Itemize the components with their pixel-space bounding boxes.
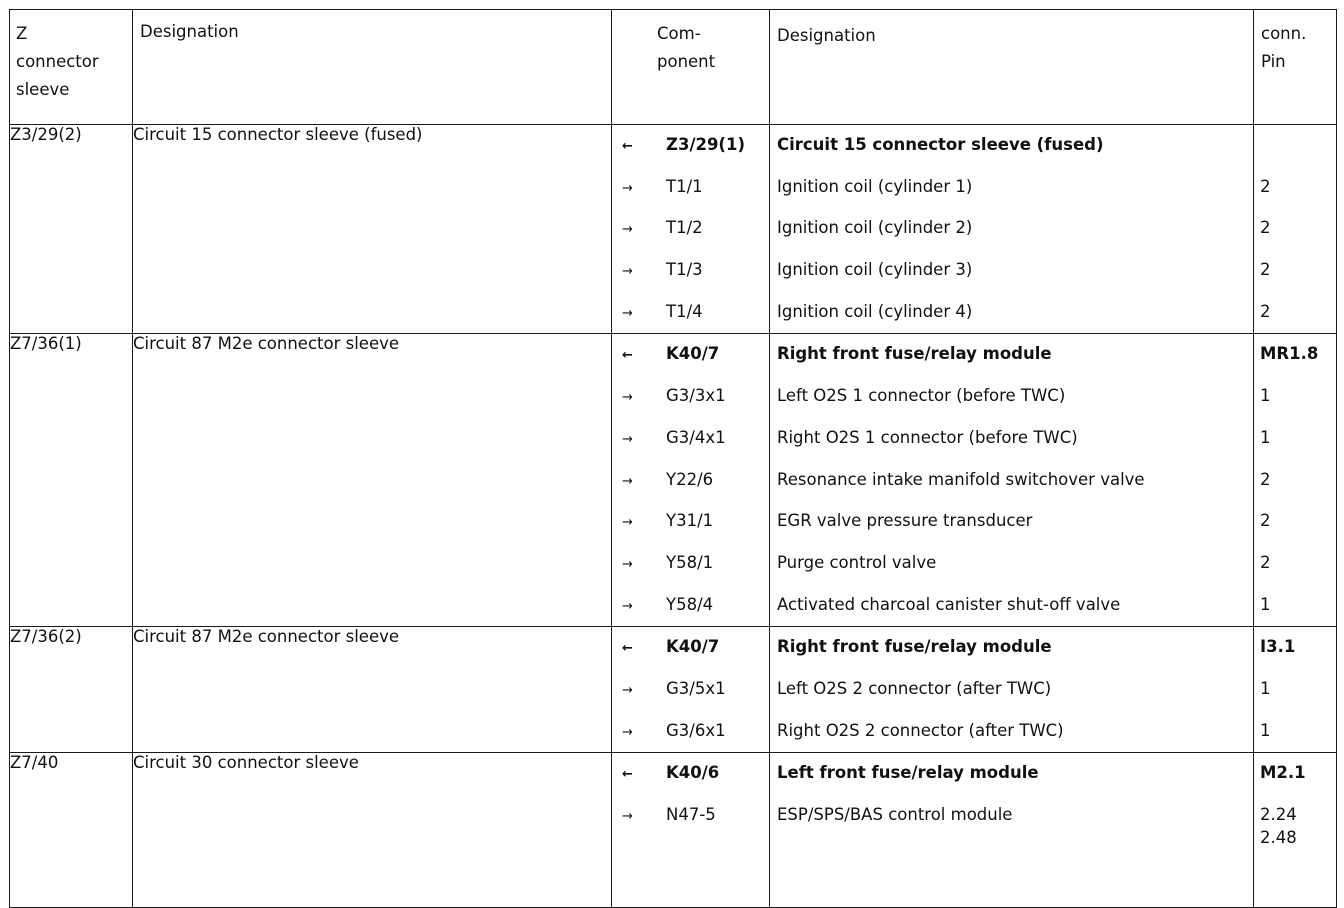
component-entry xyxy=(612,795,769,837)
conn-pin-cell xyxy=(1254,627,1337,753)
arrow-left-icon: ← xyxy=(622,139,633,154)
component-code: K40/6 xyxy=(666,763,720,783)
component-designation-cell xyxy=(770,125,1254,334)
conn-pin-cell xyxy=(1254,334,1337,627)
arrow-left-icon: ← xyxy=(622,348,633,364)
header-designation-label: Designation xyxy=(140,22,239,41)
header-designation xyxy=(133,10,612,125)
component-code: G3/5x1 xyxy=(666,678,726,698)
component-cell xyxy=(612,334,770,627)
header-pin-line2: Pin xyxy=(1261,52,1286,71)
arrow-right-icon: → xyxy=(622,431,633,447)
header-designation-2 xyxy=(770,10,1254,125)
header-conn-pin xyxy=(1254,10,1337,125)
arrow-right-icon: → xyxy=(622,598,633,614)
component-entry xyxy=(612,376,769,418)
pin-value: 2 xyxy=(1260,511,1271,531)
component-code: G3/6x1 xyxy=(666,720,726,740)
arrow-left-icon: ← xyxy=(622,767,633,783)
arrow-right-icon: → xyxy=(622,473,633,489)
designation-cell: Circuit 30 connector sleeve xyxy=(133,753,612,907)
component-designation: Left O2S 1 connector (before TWC) xyxy=(777,386,1066,406)
header-row xyxy=(10,10,1337,125)
pin-value: I3.1 xyxy=(1260,637,1296,657)
component-entry xyxy=(612,669,769,711)
component-designation: Right O2S 1 connector (before TWC) xyxy=(777,427,1078,447)
component-entry xyxy=(612,418,769,460)
designation-cell: Circuit 15 connector sleeve (fused) xyxy=(133,125,612,334)
pin-value: 2 xyxy=(1260,218,1271,238)
pin-value: 1 xyxy=(1260,720,1271,740)
arrow-right-icon: → xyxy=(622,222,633,238)
pin-value: 2 xyxy=(1260,552,1271,572)
component-entry xyxy=(612,711,769,753)
component-designation-cell xyxy=(770,334,1254,627)
component-designation: ESP/SPS/BAS control module xyxy=(777,805,1013,824)
header-z-connector-sleeve xyxy=(10,10,133,125)
component-code: T1/2 xyxy=(666,218,703,238)
header-z-line3: sleeve xyxy=(16,80,70,99)
component-designation: Ignition coil (cylinder 2) xyxy=(777,218,973,238)
arrow-right-icon: → xyxy=(622,556,633,572)
component-designation: Right O2S 2 connector (after TWC) xyxy=(777,720,1064,740)
table-body xyxy=(10,125,1337,908)
component-code: K40/7 xyxy=(666,637,720,657)
component-code: T1/4 xyxy=(666,301,703,321)
component-entry xyxy=(612,292,769,334)
component-entry xyxy=(612,543,769,585)
component-code: Z3/29(1) xyxy=(666,135,745,154)
pin-value: 1 xyxy=(1260,386,1271,406)
arrow-right-icon: → xyxy=(622,724,633,740)
component-code: Y22/6 xyxy=(666,469,714,489)
component-entry xyxy=(612,460,769,502)
pin-value: 2 xyxy=(1260,469,1271,489)
component-entry xyxy=(612,208,769,250)
pin-value-2: 2.48 xyxy=(1260,828,1297,847)
z-connector-sleeve-cell: Z3/29(2) xyxy=(10,125,133,334)
pin-value: 2 xyxy=(1260,260,1271,280)
connector-sleeve-table xyxy=(9,9,1337,908)
component-designation: EGR valve pressure transducer xyxy=(777,511,1033,531)
pin-value xyxy=(1254,125,1336,167)
component-code: G3/4x1 xyxy=(666,427,726,447)
component-designation: Circuit 15 connector sleeve (fused) xyxy=(777,135,1104,154)
component-designation-cell xyxy=(770,627,1254,753)
header-component xyxy=(612,10,770,125)
component-designation: Resonance intake manifold switchover valve xyxy=(777,469,1145,489)
header-z-line1: Z xyxy=(16,24,28,43)
table-row xyxy=(10,627,1337,753)
table-row xyxy=(10,125,1337,334)
component-code: T1/3 xyxy=(666,260,703,280)
component-designation: Right front fuse/relay module xyxy=(777,344,1052,364)
component-code: Y31/1 xyxy=(666,511,714,531)
arrow-right-icon: → xyxy=(622,682,633,698)
component-entry xyxy=(612,125,769,167)
conn-pin-cell xyxy=(1254,125,1337,334)
pin-stack xyxy=(1254,795,1336,849)
component-designation: Left O2S 2 connector (after TWC) xyxy=(777,678,1052,698)
conn-pin-cell xyxy=(1254,753,1337,907)
component-cell xyxy=(612,125,770,334)
arrow-right-icon: → xyxy=(622,809,633,824)
component-designation: Right front fuse/relay module xyxy=(777,637,1052,657)
component-entry xyxy=(612,501,769,543)
arrow-right-icon: → xyxy=(622,305,633,321)
z-connector-sleeve-cell: Z7/36(1) xyxy=(10,334,133,627)
component-code: Y58/1 xyxy=(666,552,714,572)
arrow-right-icon: → xyxy=(622,515,633,531)
header-z-line2: connector xyxy=(16,52,99,71)
pin-value: 1 xyxy=(1260,427,1271,447)
pin-value: 1 xyxy=(1260,678,1271,698)
component-designation: Ignition coil (cylinder 3) xyxy=(777,260,973,280)
arrow-left-icon: ← xyxy=(622,641,633,657)
component-entry xyxy=(612,334,769,376)
designation-cell: Circuit 87 M2e connector sleeve xyxy=(133,627,612,753)
component-entry xyxy=(612,585,769,627)
component-code: K40/7 xyxy=(666,344,720,364)
component-entry xyxy=(612,250,769,292)
pin-value: 2.24 xyxy=(1260,805,1297,824)
component-designation: Left front fuse/relay module xyxy=(777,763,1039,783)
component-entry xyxy=(612,753,769,795)
component-code: G3/3x1 xyxy=(666,386,726,406)
table-row xyxy=(10,753,1337,907)
component-entry xyxy=(612,167,769,209)
component-code: T1/1 xyxy=(666,176,703,196)
spacer xyxy=(612,837,769,907)
component-designation: Activated charcoal canister shut-off valve xyxy=(777,594,1121,614)
header-component-line2: ponent xyxy=(657,52,716,71)
component-code: Y58/4 xyxy=(666,594,714,614)
header-pin-line1: conn. xyxy=(1261,24,1307,43)
header-component-line1: Com- xyxy=(657,24,701,43)
pin-value: 1 xyxy=(1260,594,1271,614)
header-designation-2-label: Designation xyxy=(777,26,876,45)
designation-cell: Circuit 87 M2e connector sleeve xyxy=(133,334,612,627)
pin-value: M2.1 xyxy=(1260,763,1306,783)
component-designation: Purge control valve xyxy=(777,552,937,572)
component-designation-cell xyxy=(770,753,1254,907)
pin-value: 2 xyxy=(1260,176,1271,196)
pin-value: MR1.8 xyxy=(1260,344,1319,364)
z-connector-sleeve-cell: Z7/40 xyxy=(10,753,133,907)
component-cell xyxy=(612,627,770,753)
component-entry xyxy=(612,627,769,669)
component-designation: Ignition coil (cylinder 1) xyxy=(777,176,973,196)
table-row xyxy=(10,334,1337,627)
component-designation: Ignition coil (cylinder 4) xyxy=(777,301,973,321)
component-cell xyxy=(612,753,770,907)
arrow-right-icon: → xyxy=(622,390,633,406)
arrow-right-icon: → xyxy=(622,264,633,280)
pin-value: 2 xyxy=(1260,301,1271,321)
z-connector-sleeve-cell: Z7/36(2) xyxy=(10,627,133,753)
component-code: N47-5 xyxy=(666,805,716,824)
arrow-right-icon: → xyxy=(622,180,633,196)
